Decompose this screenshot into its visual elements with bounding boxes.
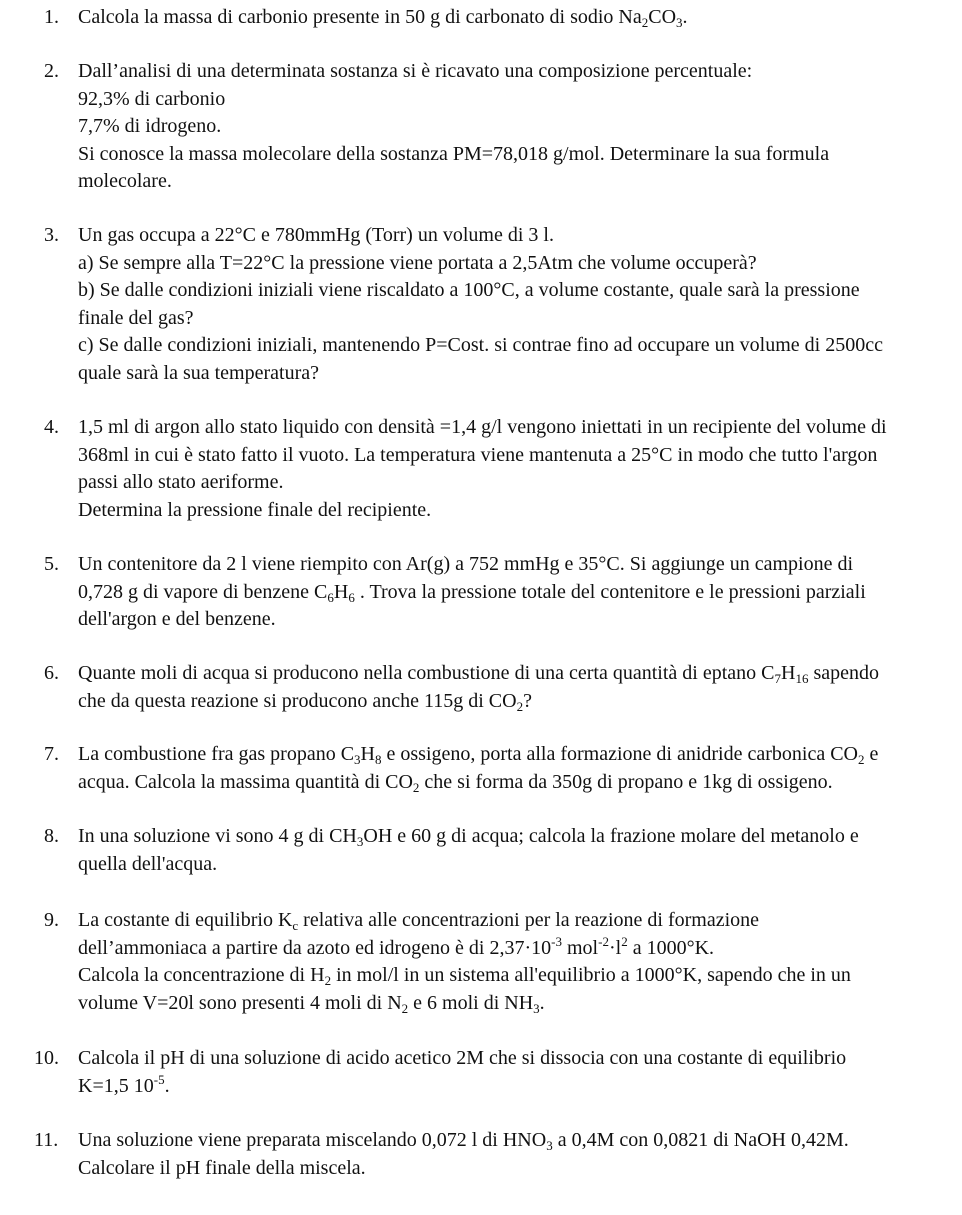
text-line xyxy=(78,332,938,360)
subscript: 7 xyxy=(774,671,781,686)
text-segment: Calcolare il pH finale della miscela. xyxy=(78,1156,366,1179)
text-segment: . xyxy=(682,6,688,28)
text-line xyxy=(78,907,938,935)
text-line xyxy=(78,250,938,278)
text-segment: 368ml in cui è stato fatto il vuoto. La temperatura viene mantenuta a 25°C in modo che tutto l'argon xyxy=(78,443,878,466)
text-segment: acqua. Calcola la massima quantità di CO xyxy=(78,770,413,793)
subscript: 2 xyxy=(324,973,332,988)
text-segment: OH e 60 g di acqua; calcola la frazione molare del metanolo e xyxy=(363,825,859,847)
exercise-8 xyxy=(0,823,940,878)
text-line xyxy=(78,606,938,634)
text-segment: a 1000°K. xyxy=(627,936,715,959)
exercise-text xyxy=(78,1045,938,1100)
text-line xyxy=(78,1155,938,1183)
exercise-number: 5. xyxy=(44,553,59,575)
exercise-text xyxy=(78,58,938,196)
text-segment: passi allo stato aeriforme. xyxy=(78,471,284,493)
subscript: 3 xyxy=(354,752,361,767)
text-line xyxy=(78,1127,938,1155)
text-segment: dell’ammoniaca a partire da azoto ed idrogeno è di 2,37·10 xyxy=(78,936,552,959)
subscript: 3 xyxy=(356,834,364,849)
text-segment: Una soluzione viene preparata miscelando 0,072 l di HNO xyxy=(78,1129,547,1151)
text-segment: H xyxy=(780,662,796,684)
exercise-number: 3. xyxy=(44,224,59,246)
text-segment: Determina la pressione finale del recipiente. xyxy=(78,498,432,521)
text-line xyxy=(78,4,938,32)
text-line xyxy=(78,305,938,333)
subscript: c xyxy=(292,918,299,933)
text-line xyxy=(78,497,938,525)
text-line xyxy=(78,469,938,497)
text-line xyxy=(78,688,938,716)
exercise-5 xyxy=(0,551,940,634)
exercise-text xyxy=(78,741,938,796)
text-line xyxy=(78,360,938,388)
text-segment: che da questa reazione si producono anche 115g di CO xyxy=(78,689,517,712)
text-line xyxy=(78,414,938,442)
subscript: 6 xyxy=(327,589,334,605)
exercise-text xyxy=(78,823,938,878)
text-segment: in mol/l in un sistema all'equilibrio a 1000°K, sapendo che in un xyxy=(331,964,851,986)
subscript: 2 xyxy=(641,15,649,30)
exercise-text xyxy=(78,222,938,387)
text-line xyxy=(78,769,938,797)
text-segment: La combustione fra gas propano C xyxy=(78,743,355,765)
text-line xyxy=(78,222,938,250)
text-segment: ·l xyxy=(608,936,622,959)
exercise-number: 6. xyxy=(44,662,59,684)
text-segment: Un contenitore da 2 l viene riempito con Ar(g) a 752 mmHg e 35°C. Si aggiunge un campione di xyxy=(78,553,854,575)
text-line xyxy=(78,442,938,470)
subscript: 2 xyxy=(401,1000,409,1016)
text-line xyxy=(78,962,938,990)
exercise-number: 8. xyxy=(44,825,59,847)
exercise-6 xyxy=(0,660,940,715)
exercise-10 xyxy=(0,1045,940,1100)
superscript: -2 xyxy=(598,933,609,949)
superscript: 2 xyxy=(621,933,628,949)
exercise-11 xyxy=(0,1127,940,1182)
exercise-text xyxy=(78,4,938,32)
text-segment: . xyxy=(164,1074,170,1097)
text-segment: Calcola la massa di carbonio presente in 50 g di carbonato di sodio Na xyxy=(78,6,642,28)
text-segment: quale sarà la sua temperatura? xyxy=(78,361,319,384)
subscript: 3 xyxy=(676,15,683,30)
text-line xyxy=(78,660,938,688)
superscript: -3 xyxy=(551,933,562,949)
exercise-text xyxy=(78,414,938,524)
text-segment: e ossigeno, porta alla formazione di anidride carbonica CO xyxy=(381,743,858,765)
text-segment: che si forma da 350g di propano e 1kg di ossigeno. xyxy=(419,770,833,793)
text-segment: a 0,4M con 0,0821 di NaOH 0,42M. xyxy=(552,1129,849,1151)
text-segment: 1,5 ml di argon allo stato liquido con densità =1,4 g/l vengono iniettati in un recipiente del volume di xyxy=(78,416,887,438)
subscript: 8 xyxy=(375,752,382,767)
text-line xyxy=(78,990,938,1018)
text-segment: La costante di equilibrio K xyxy=(78,909,293,931)
text-segment: K=1,5 10 xyxy=(78,1074,154,1097)
text-line xyxy=(78,113,938,141)
exercise-number: 2. xyxy=(44,60,59,82)
text-line xyxy=(78,141,938,169)
superscript: -5 xyxy=(153,1071,165,1087)
text-segment: In una soluzione vi sono 4 g di CH xyxy=(78,825,357,847)
subscript: 6 xyxy=(348,589,355,605)
subscript: 3 xyxy=(546,1138,553,1153)
text-segment: Quante moli di acqua si producono nella combustione di una certa quantità di eptano C xyxy=(78,662,775,684)
text-line xyxy=(78,58,938,86)
text-segment: Dall’analisi di una determinata sostanza si è ricavato una composizione percentuale: xyxy=(78,60,753,82)
text-segment: c) Se dalle condizioni iniziali, mantenendo P=Cost. si contrae fino ad occupare un volume di 2500cc xyxy=(78,334,883,356)
text-segment: a) Se sempre alla T=22°C la pressione viene portata a 2,5Atm che volume occuperà? xyxy=(78,251,757,274)
text-line xyxy=(78,823,938,851)
exercise-text xyxy=(78,551,938,634)
exercise-number: 9. xyxy=(44,909,59,931)
exercise-text xyxy=(78,1127,938,1182)
text-segment: H xyxy=(333,580,349,603)
exercise-9 xyxy=(0,907,940,1017)
text-segment: 0,728 g di vapore di benzene C xyxy=(78,580,328,603)
text-segment: volume V=20l sono presenti 4 moli di N xyxy=(78,991,402,1014)
text-segment: Un gas occupa a 22°C e 780mmHg (Torr) un volume di 3 l. xyxy=(78,224,554,246)
text-segment: sapendo xyxy=(808,662,879,684)
text-segment: quella dell'acqua. xyxy=(78,852,218,875)
exercise-4 xyxy=(0,414,940,524)
text-segment: finale del gas? xyxy=(78,306,194,329)
text-segment: molecolare. xyxy=(78,170,172,192)
text-segment: Calcola il pH di una soluzione di acido acetico 2M che si dissocia con una costante di equilibrio xyxy=(78,1047,847,1069)
subscript: 2 xyxy=(858,752,865,767)
text-segment: CO xyxy=(648,6,677,28)
text-segment: relativa alle concentrazioni per la reazione di formazione xyxy=(298,909,760,931)
exercise-1 xyxy=(0,4,940,32)
subscript: 16 xyxy=(795,671,809,686)
text-segment: . Trova la pressione totale del contenitore e le pressioni parziali xyxy=(354,580,866,603)
text-segment: dell'argon e del benzene. xyxy=(78,608,276,630)
text-line xyxy=(78,86,938,114)
exercise-number: 10. xyxy=(34,1047,59,1069)
text-segment: e xyxy=(864,743,879,765)
text-line xyxy=(78,1073,938,1101)
text-line xyxy=(78,741,938,769)
exercise-number: 7. xyxy=(44,743,59,765)
text-segment: . xyxy=(539,991,545,1014)
text-line xyxy=(78,1045,938,1073)
exercise-number: 11. xyxy=(34,1129,59,1151)
exercise-text xyxy=(78,660,938,715)
subscript: 2 xyxy=(412,779,420,795)
text-segment: 92,3% di carbonio xyxy=(78,87,226,110)
subscript: 3 xyxy=(533,1000,540,1016)
text-line xyxy=(78,277,938,305)
exercise-3 xyxy=(0,222,940,387)
text-line xyxy=(78,851,938,879)
subscript: 2 xyxy=(516,698,524,714)
text-segment: 7,7% di idrogeno. xyxy=(78,115,222,137)
text-segment: Si conosce la massa molecolare della sostanza PM=78,018 g/mol. Determinare la sua formula xyxy=(78,142,830,165)
exercise-number: 1. xyxy=(44,6,59,28)
text-line xyxy=(78,935,938,963)
text-segment: mol xyxy=(562,936,599,959)
text-segment: ? xyxy=(523,689,532,712)
text-segment: e 6 moli di NH xyxy=(408,991,534,1014)
text-line xyxy=(78,579,938,607)
exercise-number: 4. xyxy=(44,416,59,438)
text-segment: b) Se dalle condizioni iniziali viene riscaldato a 100°C, a volume costante, quale sarà la pressione xyxy=(78,279,860,301)
exercise-2 xyxy=(0,58,940,196)
exercise-text xyxy=(78,907,938,1017)
text-segment: Calcola la concentrazione di H xyxy=(78,964,325,986)
text-segment: H xyxy=(360,743,375,765)
text-line xyxy=(78,551,938,579)
text-line xyxy=(78,168,938,196)
exercise-7 xyxy=(0,741,940,796)
